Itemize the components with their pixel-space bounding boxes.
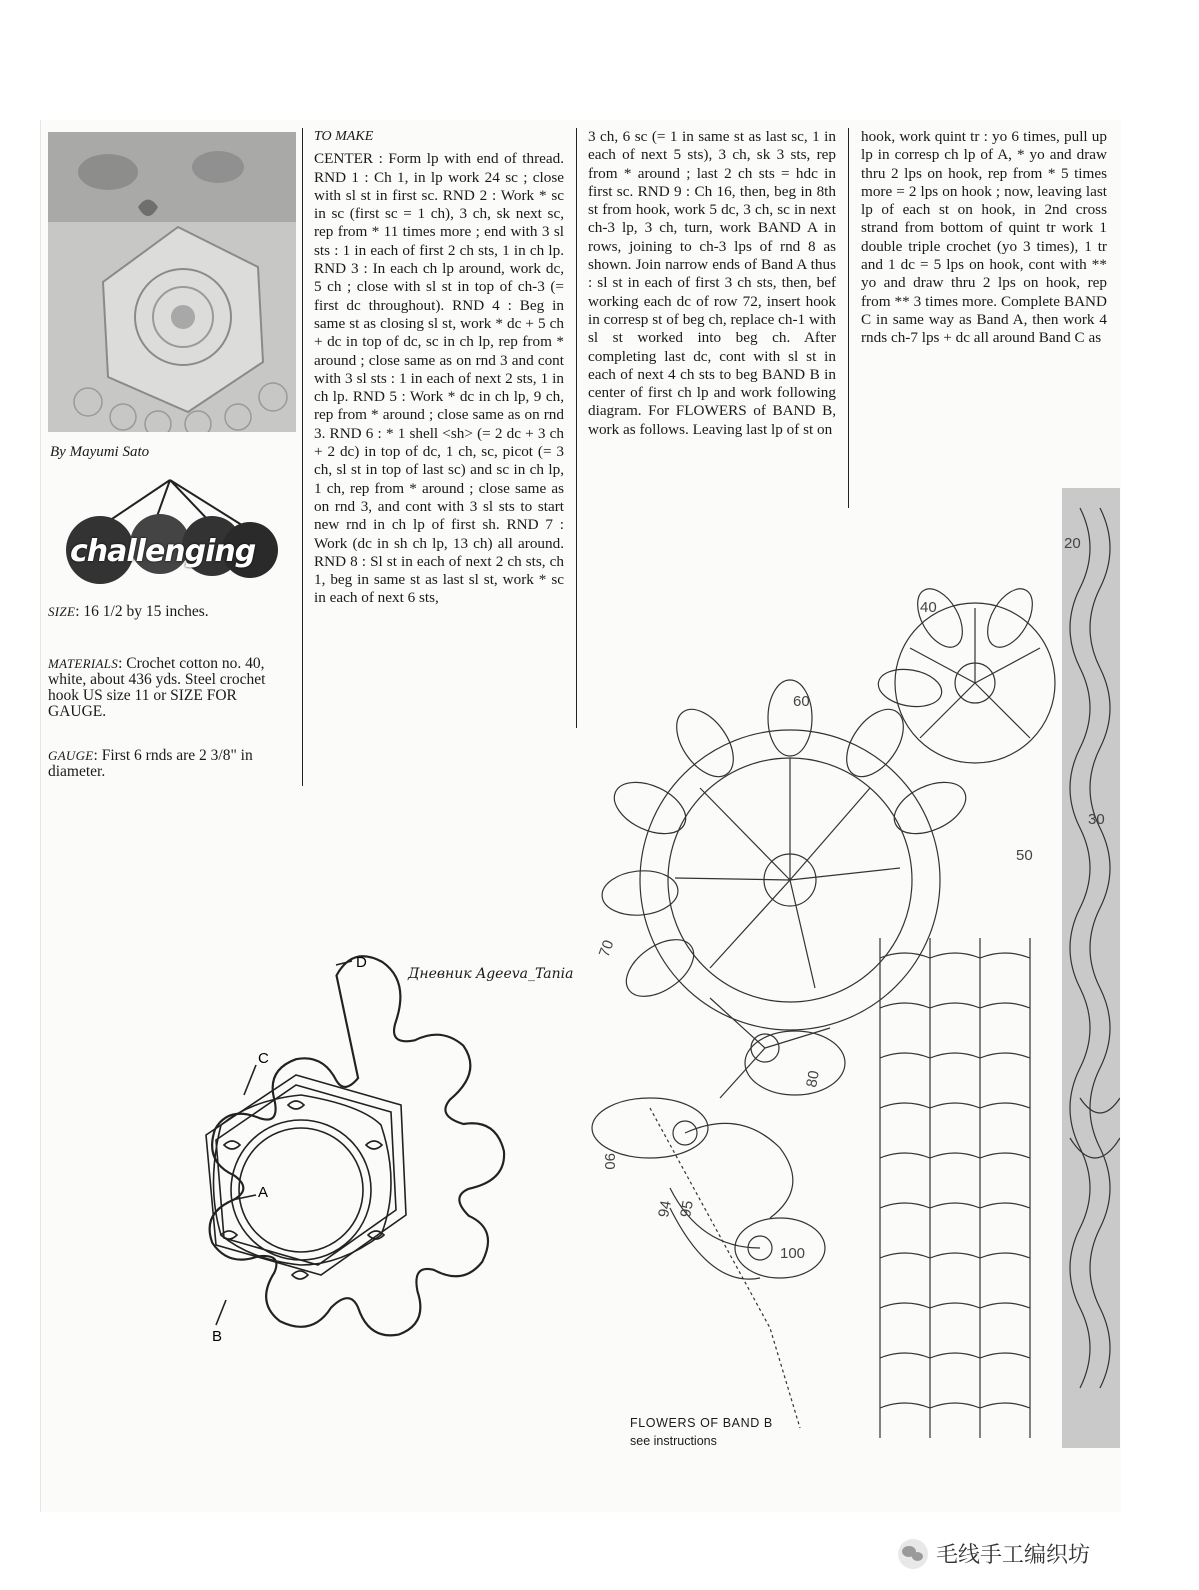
instructions-column-3 [861, 128, 1107, 348]
column-rule [848, 128, 849, 508]
construction-diagram [56, 945, 606, 1375]
materials-info [48, 656, 298, 720]
stitch-count-70: 70 [595, 937, 618, 960]
diagram-caption [630, 1414, 773, 1450]
column-3-text: hook, work quint tr : yo 6 times, pull up lp in corresp ch lp of A, * yo and draw thru 2 lps on hook, rep from * 5 times more = 2 lps on hook ; now, leaving last lp of each st on hook, in 2nd cross strand from bottom of quint tr work 1 double triple crochet (yo 3 times), 1 tr and 1 dc = 5 lps on hook, cont with ** yo and draw thru 2 lps on hook, rep from ** 3 times more. Complete BAND C in same way as Band A, then work 4 rnds ch-7 lps + dc all around Band C as [861, 128, 1107, 347]
stitch-count-30: 30 [1088, 811, 1105, 828]
size-value: : 16 1/2 by 15 inches. [75, 603, 209, 620]
column-1-text: CENTER : Form lp with end of thread. RND 1 : Ch 1, in lp work 24 sc ; close with sl st in first sc. RND 2 : Work * sc in sc (first sc = 1 ch), 3 ch, sk next sc, rep from * 11 times more ; end with 3 sl sts : 1 in each of first 2 ch sts, 1 in ch lp. RND 3 : In each ch lp around, work dc, 5 ch ; close with sl st in top of ch-3 (= first dc throughout). RND 4 : Beg in same st as closing sl st, work * dc + 5 ch + dc in top of dc, sc in ch lp, rep from * around ; close same as on rnd 3 and cont with 3 sl sts : 1 in each of next 2 sts, 1 in ch lp. RND 5 : Work * dc in ch lp, 9 ch, rep from * around ; close same as on rnd 3. RND 6 : * 1 shell <sh> (= 2 dc + 3 ch + 2 dc) in top of dc, 1 ch, sc, picot (= 3 ch, sl st in top of last sc) and sc in ch lp, 1 ch, rep from * around ; close same as on rnd 3, and cont with 3 sl sts to start new rnd in ch lp of first sh. RND 7 : Work (dc in sh ch lp, 13 ch) all around. RND 8 : Sl st in each of next 2 ch sts, ch 1, beg in same st as last sl st, work * sc in each of next 6 sts, [314, 150, 564, 607]
column-rule [576, 128, 577, 728]
caption-subtitle: see instructions [630, 1434, 717, 1448]
wechat-icon [898, 1539, 928, 1569]
watermark-text: 毛线手工编织坊 [936, 1543, 1091, 1568]
column-2-text: 3 ch, 6 sc (= 1 in same st as last sc, 1 in each of next 5 sts), 3 ch, sk 3 sts, rep from * around ; last 2 ch sts = hdc in first sc. RND 9 : Ch 16, then, beg in 8th st from hook, work 5 dc, 3 ch, sc in next ch-3 lp, 3 ch, turn, work BAND A in rows, joining to ch-3 lps of rnd 8 as shown. Join narrow ends of Band A thus : sl st in each of first 3 ch sts, then, bef working each dc of row 72, insert hook in corresp st of beg ch, replace ch-1 with sl st worked into beg ch. After completing last dc, cont with sl st in each of next 4 ch sts to beg BAND B in center of first ch lp and work following diagram. For FLOWERS of BAND B, work as follows. Leaving last lp of st on [588, 128, 836, 438]
instructions-column-2 [588, 128, 836, 439]
byline: By Mayumi Sato [50, 444, 150, 460]
stitch-count-95: 95 [677, 1199, 697, 1219]
stitch-count-50: 50 [1016, 847, 1033, 864]
materials-label: MATERIALS [48, 656, 119, 671]
cherry-icon [60, 472, 280, 592]
badge-label: challenging [70, 534, 256, 569]
label-b: B [212, 1328, 223, 1345]
size-info [48, 604, 298, 620]
label-a: A [258, 1184, 269, 1201]
size-label: SIZE [48, 604, 76, 619]
column-rule [302, 128, 303, 786]
stitch-count-20: 20 [1064, 535, 1081, 552]
crochet-chart [580, 488, 1120, 1448]
watermark [898, 1538, 1090, 1569]
gauge-info [48, 748, 298, 780]
stitch-count-40: 40 [920, 599, 937, 616]
stitch-count-80: 80 [803, 1069, 823, 1089]
label-d: D [356, 954, 367, 971]
signature: Дневник Ageeva_Tania [408, 966, 574, 982]
materials-value: : Crochet cotton no. 40, white, about 436 yds. Steel crochet hook US size 11 or SIZE FOR GAUGE. [48, 655, 266, 720]
stitch-count-90: 90 [601, 1153, 618, 1170]
stitch-count-94: 94 [655, 1199, 675, 1219]
stitch-count-60: 60 [793, 693, 810, 710]
stitch-count-100: 100 [780, 1245, 806, 1262]
gauge-value: : First 6 rnds are 2 3/8" in diameter. [48, 747, 253, 780]
label-c: C [258, 1050, 269, 1067]
to-make-heading: TO MAKE [314, 129, 374, 144]
doily-photo [48, 132, 296, 432]
gauge-label: GAUGE [48, 748, 94, 763]
caption-title: FLOWERS OF BAND B [630, 1416, 773, 1430]
instructions-column-1 [314, 128, 564, 608]
difficulty-badge [60, 472, 280, 592]
